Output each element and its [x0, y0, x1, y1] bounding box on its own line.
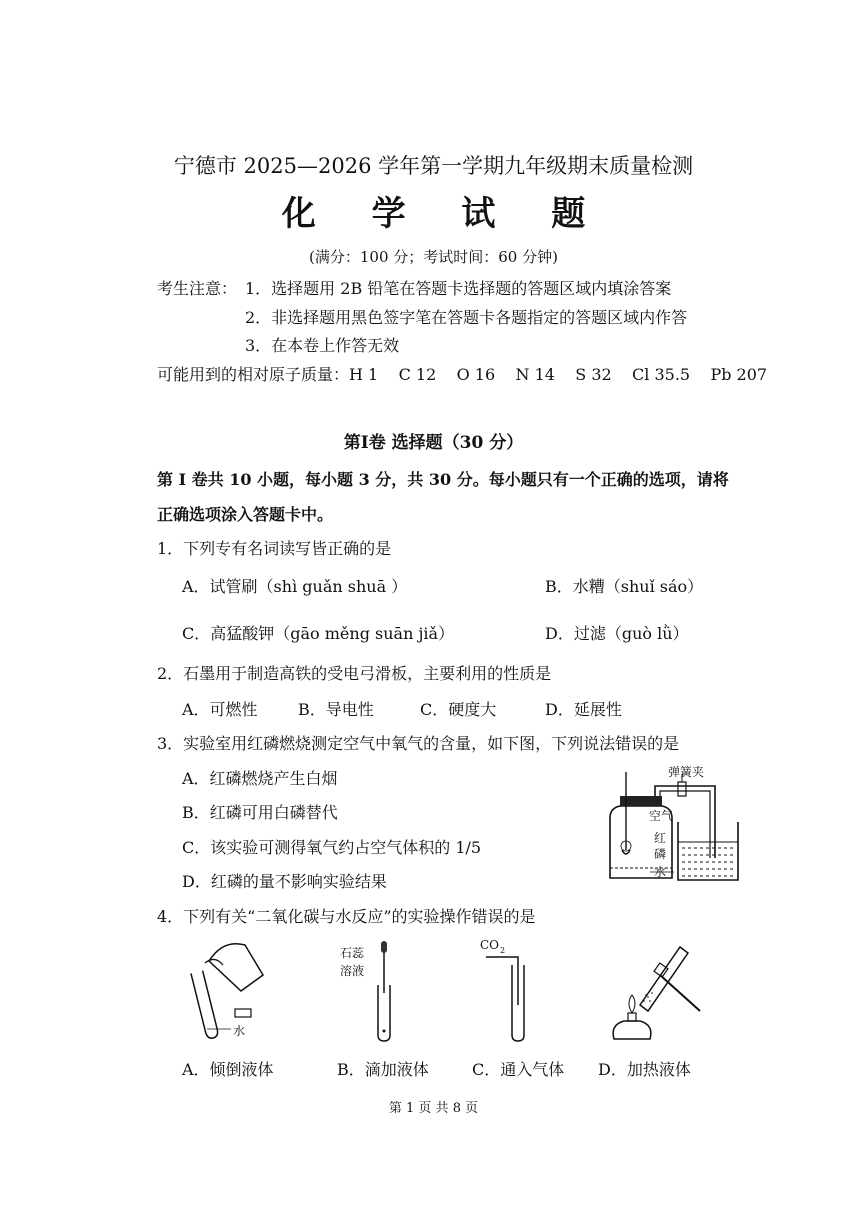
oxygen-content-apparatus-figure: [600, 760, 740, 885]
option: A．试管刷（shì guǎn shuā ）: [182, 577, 408, 596]
figure-label: 水: [654, 865, 667, 879]
subject-title: 化 学 试 题: [281, 194, 608, 234]
atomic-masses: 可能用到的相对原子质量：H 1 C 12 O 16 N 14 S 32 Cl 35.5 Pb 207: [157, 365, 768, 384]
option: B．水糟（shuǐ sáo）: [545, 577, 704, 596]
figure-label: 溶液: [340, 964, 365, 978]
question-stem: 2．石墨用于制造高铁的受电弓滑板，主要利用的性质是: [157, 664, 552, 683]
dropping-liquid-figure: [340, 935, 410, 1045]
option: B．红磷可用白磷替代: [182, 803, 338, 822]
pouring-liquid-figure: [183, 935, 273, 1045]
option: A．可燃性: [182, 700, 258, 719]
figure-label: 2: [500, 946, 506, 955]
figure-label: 磷: [654, 847, 667, 861]
figure-label: 水: [233, 1024, 246, 1038]
figure-label: 红: [654, 831, 667, 845]
note-item: 1．选择题用 2B 铅笔在答题卡选择题的答题区域内填涂答案: [245, 279, 672, 298]
exam-info: (满分：100 分；考试时间：60 分钟): [309, 248, 558, 266]
option: A．倾倒液体: [182, 1060, 274, 1079]
heating-liquid-figure: [600, 935, 710, 1045]
option: D．加热液体: [598, 1060, 691, 1079]
question-stem: 3．实验室用红磷燃烧测定空气中氧气的含量，如下图，下列说法错误的是: [157, 734, 680, 753]
option: C．高猛酸钾（gāo měng suān jiǎ）: [182, 624, 455, 643]
option: A．红磷燃烧产生白烟: [182, 769, 338, 788]
notes-label: 考生注意：: [157, 279, 238, 298]
option: C．该实验可测得氧气约占空气体积的 1/5: [182, 838, 482, 857]
exam-title-line: 宁德市 2025—2026 学年第一学期九年级期末质量检测: [173, 154, 694, 178]
note-item: 2．非选择题用黑色签字笔在答题卡各题指定的答题区域内作答: [245, 308, 688, 327]
section-instruction: 第 I 卷共 10 小题，每小题 3 分，共 30 分。每小题只有一个正确的选项，请将: [157, 470, 729, 489]
section-instruction: 正确选项涂入答题卡中。: [157, 505, 334, 524]
question-stem: 4．下列有关“二氧化碳与水反应”的实验操作错误的是: [157, 907, 536, 926]
figure-label: CO: [480, 938, 500, 952]
option: B．滴加液体: [337, 1060, 429, 1079]
figure-label: 弹簧夹: [668, 765, 705, 779]
page-footer: 第 1 页 共 8 页: [388, 1101, 479, 1116]
option: D．延展性: [545, 700, 622, 719]
figure-label: 空气: [649, 809, 674, 823]
passing-gas-figure: [478, 935, 548, 1045]
figure-label: 石蕊: [340, 946, 365, 960]
option: C．硬度大: [420, 700, 497, 719]
question-stem: 1．下列专有名词读写皆正确的是: [157, 539, 392, 558]
option: B．导电性: [298, 700, 374, 719]
option: C．通入气体: [472, 1060, 565, 1079]
section-title: 第Ⅰ卷 选择题（30 分）: [343, 433, 524, 453]
option: D．红磷的量不影响实验结果: [182, 872, 387, 891]
option: D．过滤（guò lǜ）: [545, 624, 689, 643]
note-item: 3．在本卷上作答无效: [245, 336, 400, 355]
